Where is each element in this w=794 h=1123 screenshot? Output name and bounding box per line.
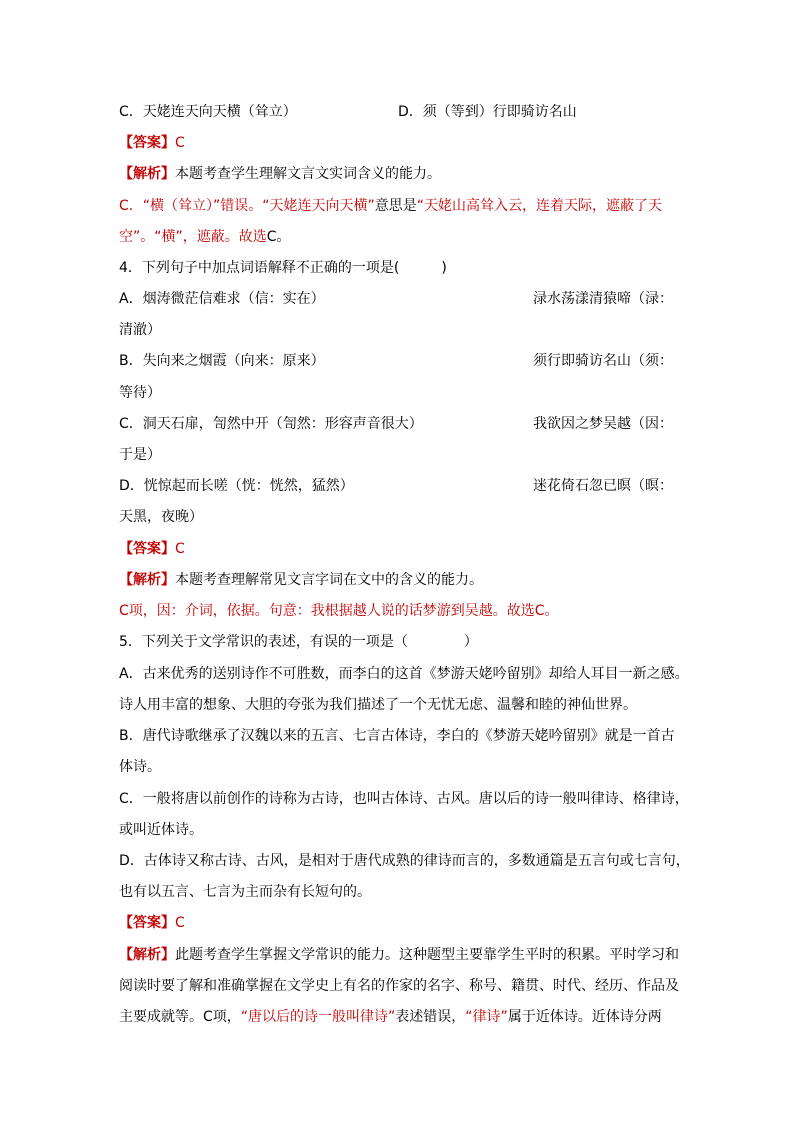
q4-stem-text: 4．下列句子中加点词语解释不正确的一项是( ) <box>119 260 447 276</box>
q4-option-d-right <box>533 476 673 496</box>
q5-option-b-text: B．唐代诗歌继承了汉魏以来的五言、七言古体诗，李白的《梦游天姥吟留别》就是一首古 <box>119 728 675 744</box>
q4-option-a-cont <box>119 320 161 340</box>
q5-option-d-text: 也有以五言、七言为主而杂有长短句的。 <box>119 884 371 900</box>
q3-answer <box>119 133 185 153</box>
q5-option-b-line1 <box>119 726 675 746</box>
q4-option-d-right-text: 迷花倚石忽已暝（暝： <box>533 478 673 494</box>
q3-detail-part: 空”。 <box>119 229 155 245</box>
q4-option-c <box>119 414 423 434</box>
q3-analysis <box>119 164 441 184</box>
q4-stem <box>119 258 447 278</box>
q4-analysis-detail <box>119 601 559 621</box>
analysis-text: 本题考查学生理解文言文实词含义的能力。 <box>175 166 441 182</box>
q5-option-d-line2 <box>119 882 371 902</box>
q5-analysis-part: 属于近体诗。近体诗分两 <box>507 1009 662 1025</box>
q5-stem <box>119 632 478 652</box>
q4-option-d-cont-text: 天黑，夜晚） <box>119 509 203 525</box>
q3-option-d-text: D．须（等到）行即骑访名山 <box>398 104 577 120</box>
q4-option-b-right-text: 须行即骑访名山（须： <box>533 353 673 369</box>
q5-option-a-text: A．古来优秀的送别诗作不可胜数，而李白的这首《梦游天姥吟留别》却给人耳目一新之感。 <box>119 666 689 682</box>
q3-option-c-text: C．天姥连天向天横（耸立） <box>119 104 297 120</box>
q4-option-d <box>119 476 354 496</box>
q5-analysis-line1 <box>119 945 679 965</box>
q5-option-a-line1 <box>119 664 689 684</box>
q4-option-b-right <box>533 351 673 371</box>
q5-option-c-line2 <box>119 820 203 840</box>
q4-option-a-right <box>533 289 673 309</box>
q3-option-d <box>398 102 577 122</box>
q5-analysis-quote: “唐以后的诗一般叫律诗” <box>240 1009 396 1025</box>
q4-option-b-left: B．失向来之烟霞（向来：原来） <box>119 353 325 369</box>
q4-option-a-cont-text: 清澈） <box>119 322 161 338</box>
q3-detail-part: 意思是 <box>374 198 417 214</box>
q3-detail-part: C。 <box>266 229 291 245</box>
q3-option-c <box>119 102 297 122</box>
q3-detail-part: C．“横（耸立）”错误。 <box>119 198 263 214</box>
answer-label: 【答案】 <box>119 135 175 151</box>
q5-stem-text: 5．下列关于文学常识的表述，有误的一项是（ ） <box>119 634 478 650</box>
q5-analysis-line3 <box>119 1007 662 1027</box>
q3-detail-part: “横”，遮蔽。故选 <box>154 229 267 245</box>
analysis-label: 【解析】 <box>119 572 175 588</box>
analysis-text: 此题考查学生掌握文学常识的能力。这种题型主要靠学生平时的积累。平时学习和 <box>175 947 679 963</box>
q4-analysis-detail-text: C项，因：介词，依据。句意：我根据越人说的话梦游到吴越。故选C。 <box>119 603 559 619</box>
answer-value: C <box>175 135 185 151</box>
q5-answer <box>119 913 185 933</box>
answer-label: 【答案】 <box>119 541 175 557</box>
q5-option-b-text: 体诗。 <box>119 759 161 775</box>
q5-analysis-quote: “律诗” <box>465 1009 508 1025</box>
q5-option-c-line1 <box>119 789 689 809</box>
analysis-text: 本题考查理解常见文言字词在文中的含义的能力。 <box>175 572 483 588</box>
q5-option-c-text: 或叫近体诗。 <box>119 822 203 838</box>
analysis-label: 【解析】 <box>119 947 175 963</box>
q4-option-a-left: A．烟涛微茫信难求（信：实在） <box>119 291 325 307</box>
q5-analysis-part: 主要成就等。C项， <box>119 1009 241 1025</box>
q4-option-c-cont-text: 于是） <box>119 447 161 463</box>
q5-option-b-line2 <box>119 757 161 777</box>
q3-detail-quote: “天姥连天向天横” <box>262 198 375 214</box>
q5-analysis-part: 表述错误， <box>395 1009 466 1025</box>
q4-option-c-right-text: 我欲因之梦吴越（因： <box>533 416 673 432</box>
q3-analysis-detail-line2 <box>119 227 291 247</box>
answer-label: 【答案】 <box>119 915 175 931</box>
answer-value: C <box>175 915 185 931</box>
q5-analysis-line2 <box>119 976 679 996</box>
q4-option-c-cont <box>119 445 161 465</box>
q4-option-a-right-text: 渌水荡漾清猿啼（渌： <box>533 291 673 307</box>
q4-option-d-cont <box>119 507 203 527</box>
q5-option-c-text: C．一般将唐以前创作的诗称为古诗，也叫古体诗、古风。唐以后的诗一般叫律诗、格律诗， <box>119 791 689 807</box>
answer-value: C <box>175 541 185 557</box>
q4-option-c-right <box>533 414 673 434</box>
q5-option-d-line1 <box>119 851 690 871</box>
q5-option-a-line2 <box>119 695 637 715</box>
q4-answer <box>119 539 185 559</box>
q4-option-d-left: D．恍惊起而长嗟（恍：恍然，猛然） <box>119 478 354 494</box>
q5-option-d-text: D．古体诗又称古诗、古风，是相对于唐代成熟的律诗而言的，多数通篇是五言句或七言句， <box>119 853 690 869</box>
q4-option-c-left: C．洞天石扉，訇然中开（訇然：形容声音很大） <box>119 416 423 432</box>
q4-option-b-cont-text: 等待） <box>119 385 161 401</box>
q4-option-b-cont <box>119 383 161 403</box>
q3-detail-quote: “天姥山高耸入云，连着天际，遮蔽了天 <box>416 198 663 214</box>
q4-option-b <box>119 351 325 371</box>
q4-option-a <box>119 289 325 309</box>
q4-analysis <box>119 570 483 590</box>
analysis-label: 【解析】 <box>119 166 175 182</box>
q5-analysis-text: 阅读时要了解和准确掌握在文学史上有名的作家的名字、称号、籍贯、时代、经历、作品及 <box>119 978 679 994</box>
q5-option-a-text: 诗人用丰富的想象、大胆的夸张为我们描述了一个无忧无虑、温馨和睦的神仙世界。 <box>119 697 637 713</box>
q3-analysis-detail-line1 <box>119 196 662 216</box>
